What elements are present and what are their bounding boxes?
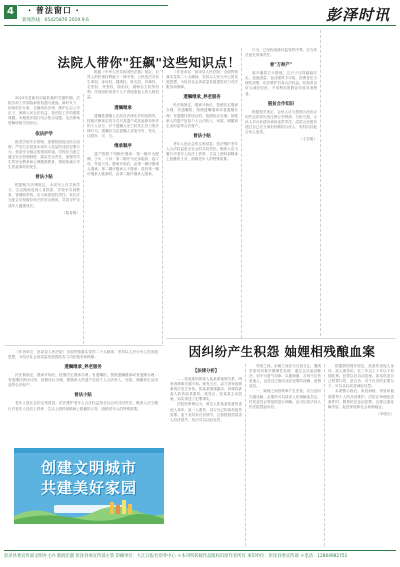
article2-byline: （李明元） [376,411,394,416]
article1-col1-body [8,96,80,209]
paragraph: 老年人是社会的宝贵财富，依法维护老年人合法权益是全社会的共同责任。赡养人应当履行对老年人经济上供养、生活上照料和精神上慰藉的义务，照顾老年人的特殊需要。 [166,141,238,162]
civic-banner [14,448,164,524]
paragraph: （作者单位：彭泽县人民法院）全面贯彻落实党的二十大精神，坚持以人民为中心的发展思想，为经济社会高质量发展提供有力司法服务和保障。 [8,350,158,360]
page-footer: 彭泽县委宣传部文明办主办 新闻出版 彭泽县委宣传部主管 印刷单位：九江日报社印务中心 ＊本刊所转载作品版权归原作者所有 承印单位：彭泽县委宣传部 ＊电话：12804982751 [4,554,348,559]
article1-column-1 [8,96,80,342]
article1-headline: 法院人带你"狂飙"这些知识点！ [57,55,241,70]
paragraph: 根据《中华人民共和国民法典》规定，自然人的民事权利能力一律平等。公民依法享有生命权、身体权、健康权、姓名权、肖像权、名誉权、荣誉权、隐私权、婚姻自主权等权利。任何组织或者个人不得侵害他人的人格权益。 [87,70,159,100]
subheading: 遗嘱继承 [114,105,132,111]
article1-column-5 [324,30,394,336]
paragraph: 老年人是社会的宝贵财富，依法维护老年人合法权益是全社会的共同责任。赡养人应当履行对老年人经济上供养、生活上照料和精神上慰藉的义务，照顾老年人的特殊需要。 [8,401,158,411]
column-divider [162,70,163,344]
article2-column-2 [249,364,321,546]
paragraph: 行为，已经构成破坏监管秩序罪，应当依法追究刑事责任。 [245,48,317,58]
banner-landscape-illustration [14,498,164,524]
subheading [324,44,394,50]
article1-col2-body [87,70,159,178]
article2-col3-body [328,364,394,410]
article1-byline-4: （王若明） [299,137,317,142]
column-divider [83,94,84,344]
subheading: 继承顺序 [114,144,132,150]
paragraph [324,53,394,78]
column-divider [245,364,246,546]
banner-stripe [14,448,164,453]
section-title: · 普法窗口 · [28,6,80,15]
footer-rule [4,550,396,551]
paragraph: 法院经审理认为，被告人张某某故意伤害他人身体，致一人重伤，其行为已构成故意伤害罪。鉴于其具有自首情节，且积极赔偿被害人经济损失，依法可以从轻处罚。 [170,402,242,422]
header-rule [4,25,396,26]
column-divider [320,30,321,336]
paragraph [324,92,394,117]
article1-continuation-body [8,350,158,412]
subheading: 普法小贴 [193,133,211,139]
paragraph: 民法典规定，继承开始后，按照法定继承办理；有遗嘱的，按照遗嘱继承或者遗赠办理；有遗赠扶养协议的，按照协议办理。被继承人的遗产包括个人合法收入、房屋、储蓄和生活用品等合法财产。 [8,373,158,388]
subheading: 脱贫合作知识 [267,101,295,107]
article1-column-4 [245,48,317,336]
paragraph: 根据我国刑法规定，故意伤害他人身体，致人重伤的，处三年以上十年以下有期徒刑。犯罪以后自动投案，如实供述自己的罪行的，是自首，对于自首的犯罪分子，可以从轻或者减轻处罚。 [328,364,394,389]
paragraph: 根据相关规定，合伙人应当按照合伙协议的约定或者出资比例分享利润、分担亏损。合伙人对合伙债务承担连带责任，清偿合伙债务超过自己应当承担份额的合伙人，有权向其他合伙人追偿。 [245,109,317,135]
column-divider [241,48,242,338]
masthead: 彭泽时讯 [325,6,390,24]
article1-column-2 [87,70,159,342]
paragraph [324,30,394,40]
page-number: 4 [4,5,17,19]
section-divider [166,338,396,339]
article2-col2-body [249,364,321,410]
paragraph: 遗嘱是遗嘱人生前在法律允许的范围内，按照法律规定的方式对其遗产或其他事务所作的个人处分，并于遗嘱人死亡时发生效力的法律行为。遗嘱应当由遗嘱人亲笔书写、签名，注明年、月、日。 [87,113,159,138]
article2-column-1 [170,364,242,546]
paragraph: 2023年是新旧动能转换的关键时期，法院各项工作面临新的机遇与挑战。新时代下，如何依法办案、正确适用法律、维护社会公平正义、保障人民合法权益，是法院工作的重要课题。本期普法窗口结合热点话题，从法律角度解读相关知识点。 [8,96,80,126]
paragraph: 遗产按照下列顺序继承：第一顺序为配偶、子女、父母；第二顺序为兄弟姐妹、祖父母、外祖父母。继承开始后，由第一顺序继承人继承，第二顺序继承人不继承；没有第一顺序继承人继承的，由第二顺序继承人继承。 [87,152,159,177]
paragraph: 离开爆款打卡胜地，过日子还得踏踏实实。追逐流量、盲目跟风不可取，消费者应当理性消费，依法维护自身合法权益。经营者也应当诚信经营，不得利用虚假宣传误导消费者。 [245,71,317,96]
article1-column-3 [166,70,238,338]
article2-col1-body [170,368,242,423]
page-header [0,0,400,26]
paragraph: 根据相关法律规定，未成年人在学校学习、生活期间受到人身损害，学校未尽到教育、管理职责的，应当承担侵权责任。家长应当配合学校做好孩子的安全教育，共同守护未成年人健康成长。 [8,183,80,208]
article1-byline-1: （陈星明） [62,210,80,215]
article1-continuation [8,350,158,444]
article2-headline: 因纠纷产生积怨 妯娌相残酿血案 [188,344,376,359]
paragraph: 一、妯娌之间因琐事产生矛盾，应当及时沟通化解，必要时可以请求人民调解委员会、村民委员会等组织进行调解，也可以依法向人民法院提起诉讼。 [249,389,321,409]
subheading: 遗嘱继承_养老服务 [64,365,102,371]
paragraph: 邻里之间、亲属之间应当互谅互让，遇到矛盾纠纷要冷静理性处理，通过合法途径解决，切不可意气用事、以暴制暴，否则不仅伤害他人，也将自己推向违法犯罪的深渊，追悔莫及。 [249,364,321,389]
paragraph: 民法典规定，继承开始后，按照法定继承办理；有遗嘱的，按照遗嘱继承或者遗赠办理；有遗赠扶养协议的，按照协议办理。被继承人的遗产包括个人合法收入、房屋、储蓄和生活用品等合法财产。 [166,103,238,128]
subheading: 普法小贴 [35,175,53,181]
paragraph: （作者单位：彭泽县人民法院）全面贯彻落实党的二十大精神，坚持以人民为中心的发展思想，为经济社会高质量发展提供有力司法服务和保障。 [166,70,238,90]
article2-column-3 [328,364,394,546]
issue-date: 新闻热线：65425876 2019.9.6 [22,18,89,23]
subheading: 【法律分析】 [192,369,220,374]
banner-line-2: 共建美好家园 [40,479,137,497]
paragraph: 推进学校安全管理，加强校园周边综合治理，严厉打击侵害未成年人权益的违法犯罪行为，营造安全稳定的校园环境。学校应当建立健全安全管理制度，落实安全责任，加强对学生的安全教育和心理健康教育，预防和减少学生伤害事故的发生。 [8,139,80,170]
subheading: 普法小贴 [74,393,92,399]
section-divider [4,345,164,346]
banner-line-1: 创建文明城市 [40,459,137,477]
article1-col3-body [166,70,238,162]
column-divider [324,364,325,546]
paragraph: 本案警示我们，家庭和睦、邻里和谐需要每个人的共同维护。法院在审理此类案件时，既要依法惩治犯罪，也要注重化解矛盾，促进家庭和社会和谐稳定。 [328,389,394,409]
subheading [324,83,394,89]
subheading: 依法护学 [35,131,53,137]
paragraph: ……张某某和被害人某某系妯娌关系，两家因琐事长期不和。案发当日，双方因家庭琐事再次发生争执，张某某情绪激动，持械将被害人砍伤致其重伤。案发后，张某某主动投案，如实供述了犯罪事实。 [170,377,242,402]
subheading: 普"万种产" [269,63,293,69]
subheading: 遗嘱继承_养老服务 [183,95,221,101]
article1-col4-body [245,48,317,135]
